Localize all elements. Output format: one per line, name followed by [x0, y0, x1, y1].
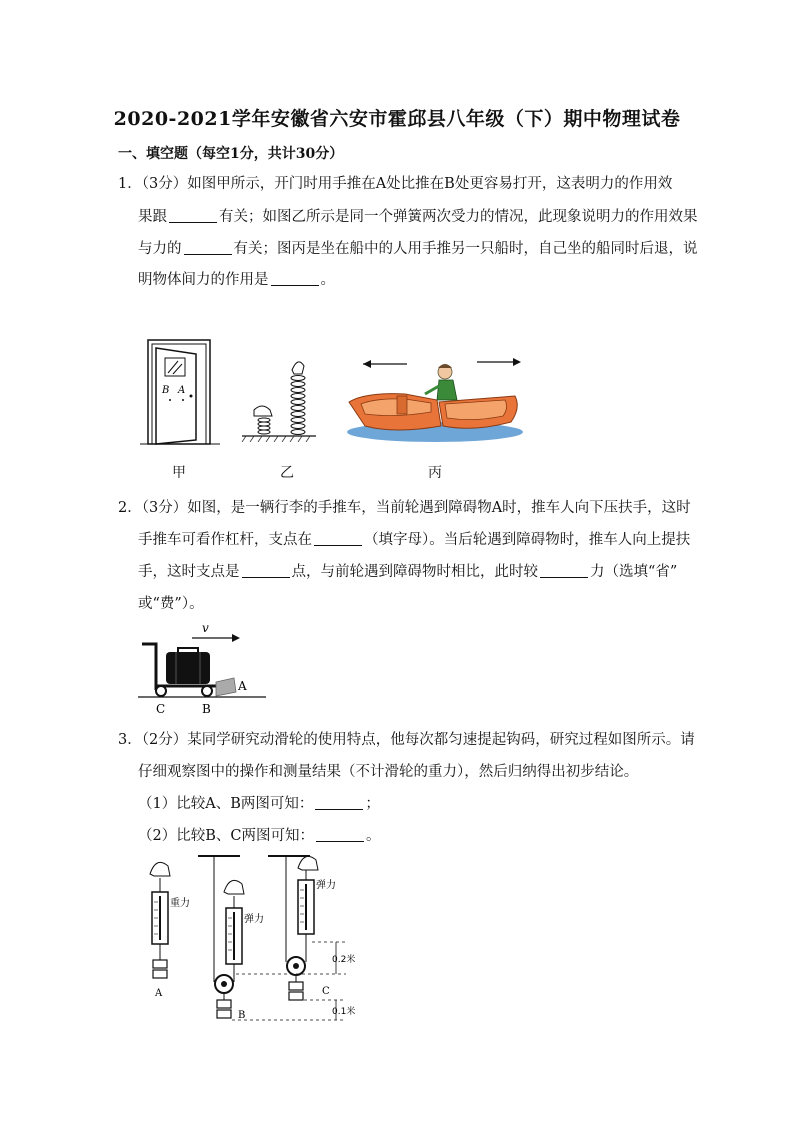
fig-label-b: B: [238, 1010, 246, 1021]
fig-label-c: C: [322, 986, 330, 997]
q2-line3-mid: 点，与前轮遇到障碍物时相比，此时较: [291, 564, 538, 580]
q1-line2-pre: 果跟: [138, 209, 167, 225]
boat-figure: [345, 352, 525, 444]
fig-label-a: A: [155, 988, 163, 999]
q1-line3: [138, 239, 698, 259]
caption-bing: 丙: [428, 465, 442, 481]
q2-line3: [138, 562, 677, 582]
q1-blank-3[interactable]: [271, 271, 319, 286]
q1-line3-pre: 与力的: [138, 241, 182, 257]
label-gravity: 重力: [170, 898, 190, 909]
trolley-figure: [134, 620, 274, 716]
dist-label-1: 0.2米: [332, 955, 356, 965]
q1-blank-2[interactable]: [184, 240, 232, 255]
obstacle-label-a: A: [238, 679, 247, 693]
q1-line4: [138, 270, 335, 290]
q3-line3: [138, 794, 380, 814]
q3-line4: [138, 826, 380, 846]
q1-line1: 1．（3分）如图甲所示，开门时用手推在A处比推在B处更容易打开，这表明力的作用效: [118, 176, 673, 192]
q3-line1: 3．（2分）某同学研究动滑轮的使用特点，他每次都匀速提起钩码，研究过程如图所示。请: [118, 732, 695, 748]
door-label-a: A: [178, 385, 186, 396]
q1-line4-post: 。: [320, 272, 335, 288]
q3-blank-1[interactable]: [315, 795, 363, 810]
q2-line2-pre: 手推车可看作杠杆，支点在: [138, 532, 312, 548]
q2-blank-1[interactable]: [314, 531, 362, 546]
caption-jia: 甲: [172, 465, 186, 481]
q1-line4-pre: 明物体间力的作用是: [138, 272, 269, 288]
q3-line4-pre: （2）比较B、C两图可知：: [138, 828, 314, 844]
q2-line3-pre: 手，这时支点是: [138, 564, 240, 580]
q2-line1: 2．（3分）如图，是一辆行李的手推车，当前轮遇到障碍物A时，推车人向下压扶手，这时: [118, 500, 691, 516]
door-label-b: B: [162, 385, 170, 396]
caption-yi: 乙: [280, 465, 294, 481]
q1-blank-1[interactable]: [169, 208, 217, 223]
q2-blank-3[interactable]: [540, 563, 588, 578]
spring-figure: [240, 352, 320, 442]
q2-blank-2[interactable]: [242, 563, 290, 578]
label-elastic-b: 弹力: [244, 914, 264, 925]
q1-line3-post: 有关；图丙是坐在船中的人用手推另一只船时，自己坐的船同时后退，说: [233, 241, 698, 257]
section-heading: 一、填空题（每空1分，共计30分）: [118, 146, 344, 162]
velocity-label: v: [202, 621, 209, 635]
dist-label-2: 0.1米: [332, 1007, 356, 1017]
q2-line2-post: （填字母）。当后轮遇到障碍物时，推车人向上提扶: [364, 532, 691, 548]
q3-line2: 仔细观察图中的操作和测量结果（不计滑轮的重力），然后归纳得出初步结论。: [138, 764, 639, 780]
door-figure: [140, 338, 220, 448]
q3-line3-post: ；: [365, 796, 380, 812]
q3-line4-post: 。: [365, 828, 381, 844]
q2-line3-post: 力（选填“省”: [590, 564, 678, 580]
wheel-label-b: B: [202, 702, 211, 716]
q2-line2: [138, 530, 690, 550]
q3-line3-pre: （1）比较A、B两图可知：: [138, 796, 314, 812]
q1-line2: [138, 207, 698, 227]
wheel-label-c: C: [156, 702, 166, 716]
label-elastic-c: 弹力: [316, 880, 336, 891]
q3-blank-2[interactable]: [316, 827, 364, 842]
q1-line2-post: 有关；如图乙所示是同一个弹簧两次受力的情况，此现象说明力的作用效果: [219, 209, 698, 225]
q2-line4: 或“费”）。: [138, 596, 204, 612]
page-title: 2020-2021学年安徽省六安市霍邱县八年级（下）期中物理试卷: [113, 108, 681, 130]
pulley-figure: [136, 852, 376, 1028]
